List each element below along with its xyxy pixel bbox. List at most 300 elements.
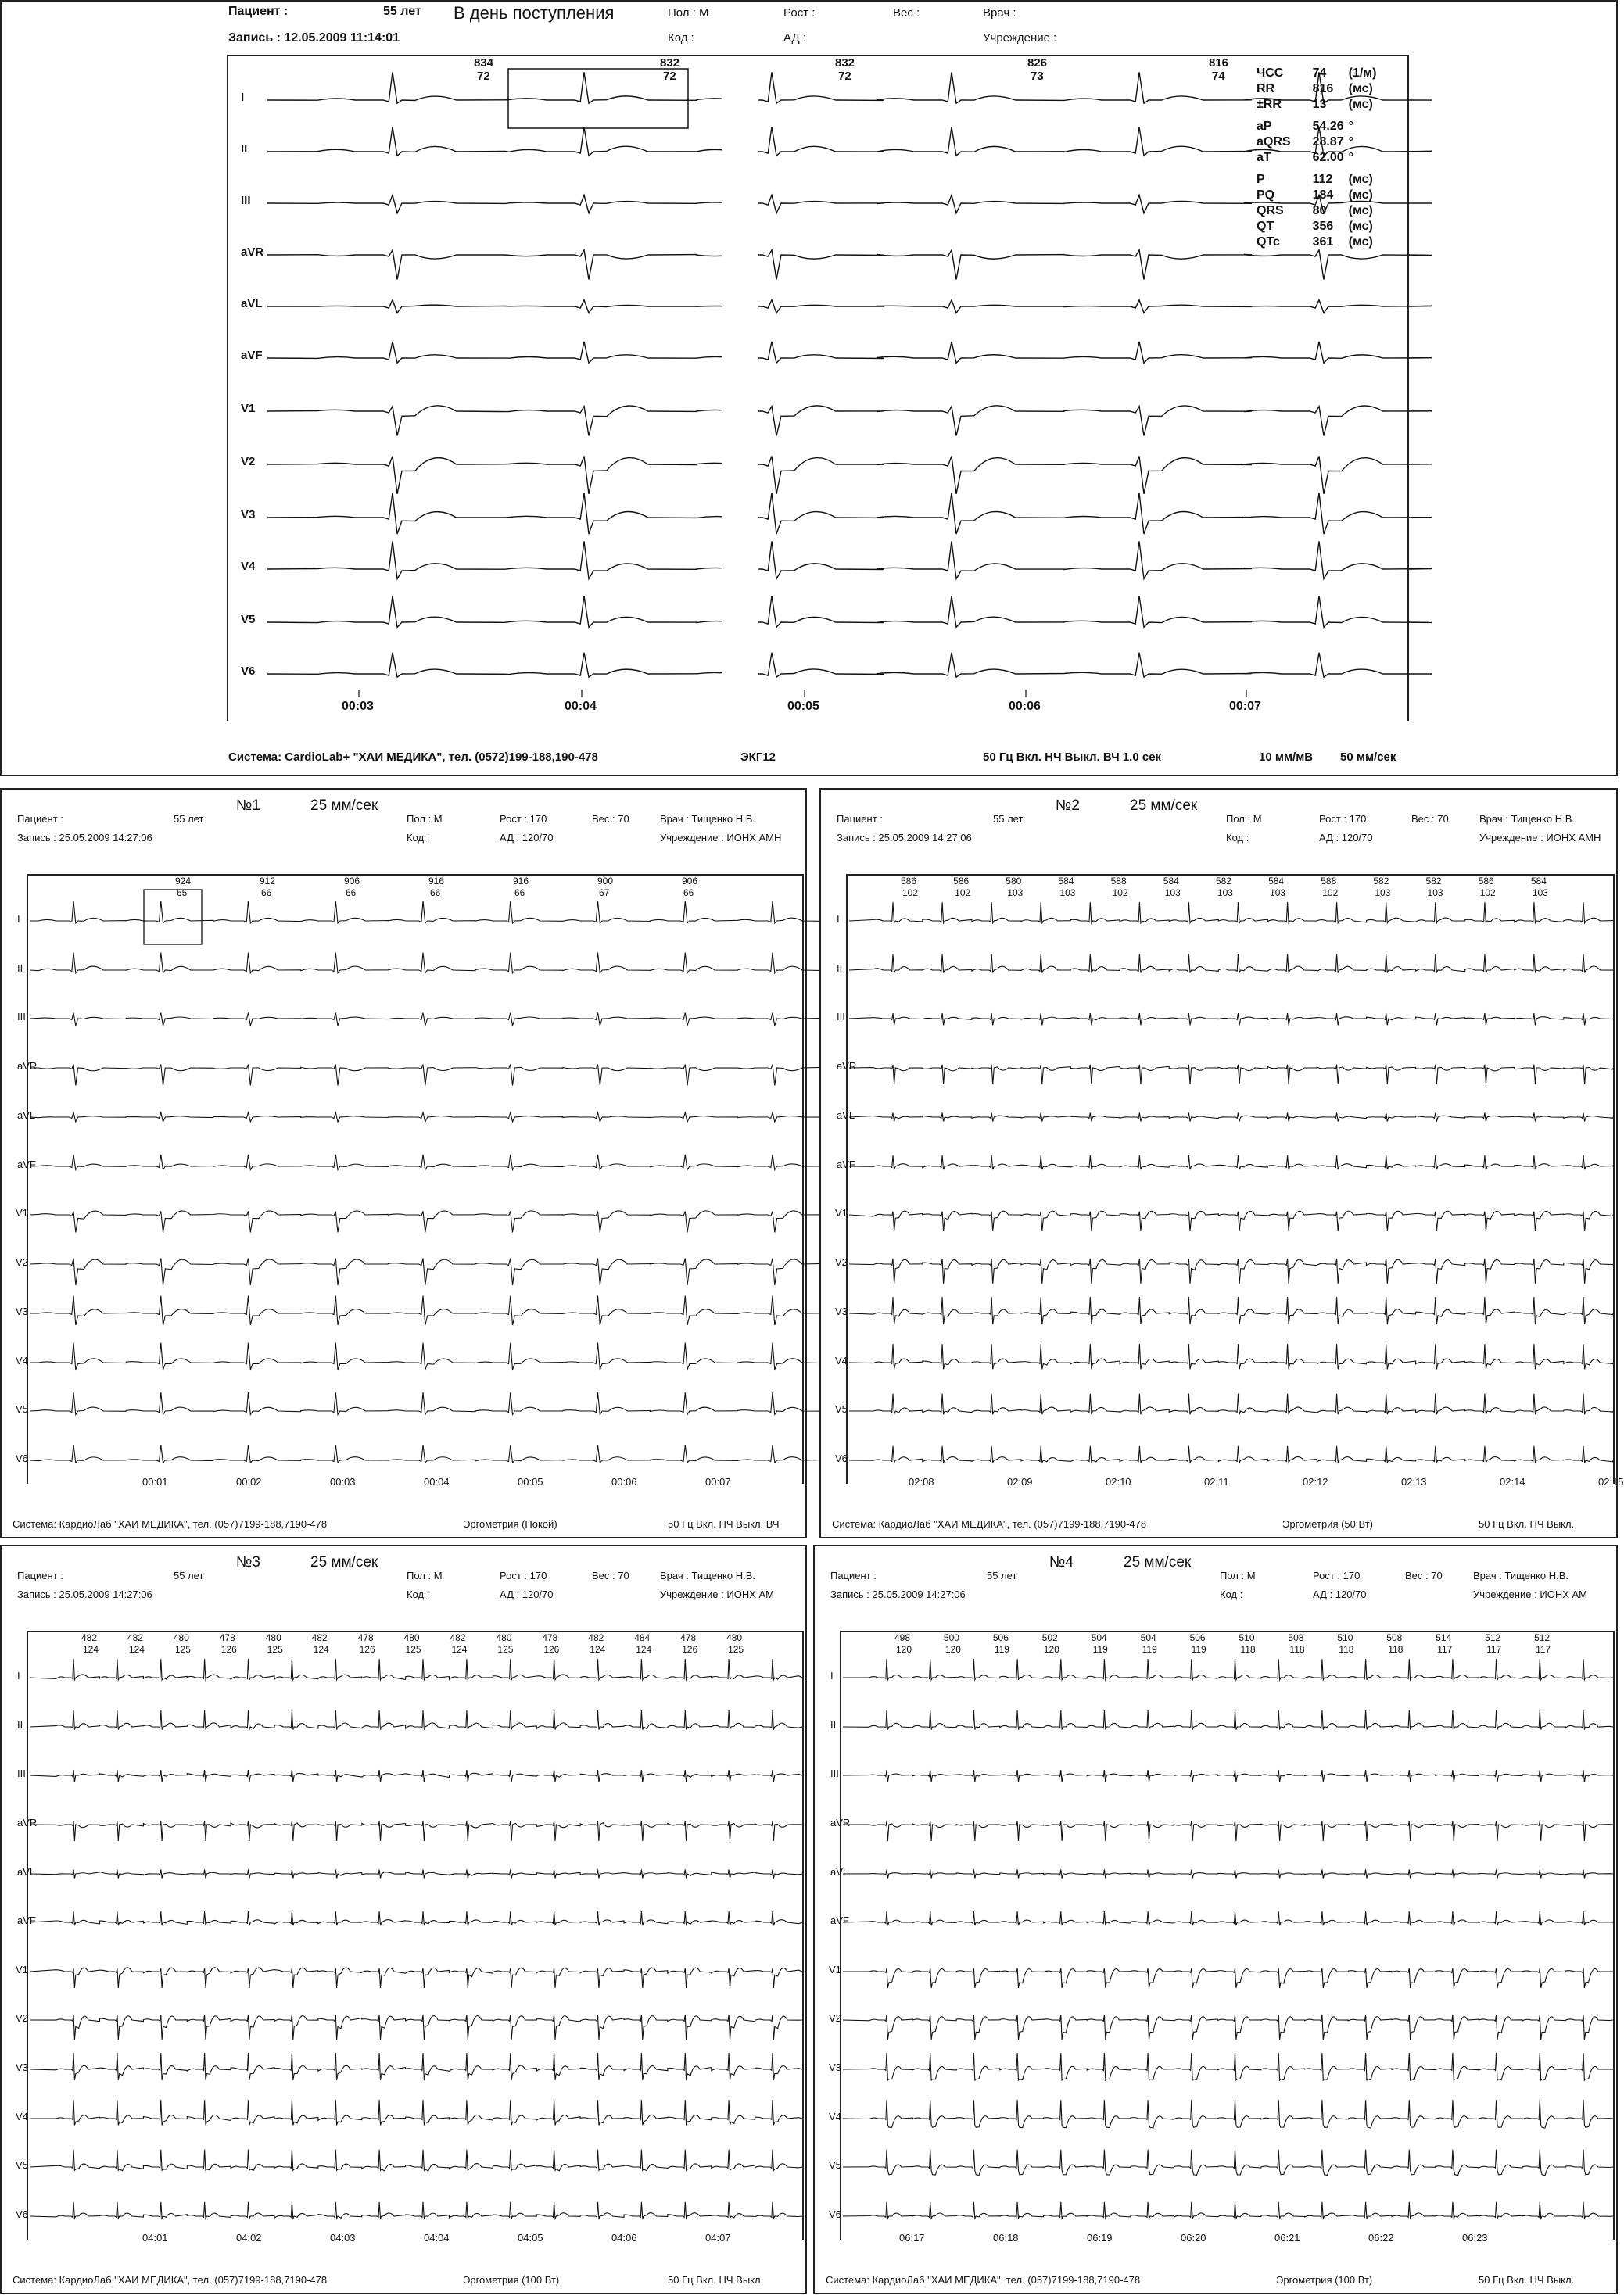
- lead-label-aVL: aVL: [17, 1109, 36, 1121]
- measurement-value: 112: [1312, 173, 1333, 186]
- footer-gain: 10 мм/мВ: [1259, 750, 1314, 764]
- heart-rate: 118: [1289, 1644, 1305, 1655]
- measurement-unit: (мс): [1348, 204, 1373, 217]
- measurement-value: 184: [1312, 188, 1334, 202]
- patient-code: Код :: [668, 31, 694, 45]
- ecg-trace-II: [30, 1710, 802, 1730]
- ecg-trace-V3: [30, 1296, 825, 1326]
- ecg-trace-aVL: [30, 1869, 802, 1878]
- heart-rate: 125: [728, 1644, 744, 1655]
- measurement-unit: (мс): [1348, 82, 1373, 95]
- rr-interval: 916: [513, 876, 529, 887]
- lead-label-III: III: [17, 1768, 26, 1779]
- footer-filters: 50 Гц Вкл. НЧ Выкл.: [1479, 1518, 1575, 1530]
- rr-interval: 504: [1091, 1632, 1107, 1643]
- rr-interval: 586: [953, 876, 970, 887]
- measurement-name: aP: [1257, 120, 1272, 133]
- ecg-trace-V3: [849, 1297, 1613, 1324]
- footer-speed: 50 мм/сек: [1340, 750, 1396, 764]
- rr-interval: 584: [1163, 876, 1179, 887]
- sheet-caption: В день поступления: [454, 3, 615, 23]
- time-mark: 06:21: [1274, 2232, 1300, 2244]
- measurement-row: [1257, 188, 1381, 203]
- patient-height: Рост : 170: [1319, 813, 1367, 825]
- doctor: Врач : Тищенко Н.В.: [660, 813, 756, 825]
- patient-code: Код :: [1226, 832, 1249, 844]
- measurement-unit: (мс): [1348, 188, 1373, 202]
- institution: Учреждение : ИОНХ АМ: [660, 1589, 774, 1600]
- patient-code: Код :: [407, 832, 430, 844]
- ecg-trace-V5: [30, 2150, 802, 2172]
- rr-interval: 816: [1209, 56, 1229, 70]
- rr-interval: 478: [219, 1632, 235, 1643]
- measurement-row: [1257, 219, 1381, 235]
- measurement-name: aQRS: [1257, 135, 1291, 149]
- patient-height: Рост : 170: [500, 1570, 547, 1581]
- time-mark: 06:19: [1087, 2232, 1113, 2244]
- rr-interval: 480: [726, 1632, 743, 1643]
- ecg-trace-aVF: [30, 1155, 825, 1170]
- time-mark: 00:05: [787, 700, 819, 713]
- rr-interval: 506: [992, 1632, 1009, 1643]
- lead-label-V1: V1: [835, 1207, 848, 1219]
- institution: Учреждение : ИОНХ АМН: [1479, 832, 1601, 844]
- footer-system: Система: КардиоЛаб "ХАИ МЕДИКА", тел. (057)7199-188,7190-478: [832, 1518, 1147, 1530]
- ecg-trace-I: [30, 1659, 802, 1680]
- heart-rate: 65: [177, 887, 188, 898]
- measurement-value: 28.87: [1312, 135, 1344, 149]
- footer-filters: 50 Гц Вкл. НЧ Выкл.: [668, 2274, 764, 2286]
- ecg-trace-V2: [843, 2015, 1613, 2040]
- lead-label-V6: V6: [241, 664, 256, 678]
- lead-label-V2: V2: [16, 1256, 28, 1268]
- rr-interval: 482: [311, 1632, 328, 1643]
- time-mark: 00:01: [142, 1476, 168, 1488]
- measurement-name: QRS: [1257, 204, 1284, 217]
- ecg-trace-aVR: [843, 1821, 1613, 1841]
- patient-code: Код :: [1220, 1589, 1243, 1600]
- ecg-trace-III: [849, 1013, 1613, 1025]
- time-mark: 02:12: [1303, 1476, 1328, 1488]
- heart-rate: 102: [955, 887, 971, 898]
- measurement-unit: °: [1348, 120, 1354, 133]
- heart-rate: 117: [1536, 1644, 1551, 1655]
- ecg-trace-I: [843, 1659, 1613, 1680]
- ecg-trace-V6: [267, 653, 1432, 678]
- measurement-name: aT: [1257, 151, 1271, 164]
- heart-rate: 125: [405, 1644, 421, 1655]
- time-mark: 04:04: [424, 2232, 450, 2244]
- time-mark: 06:23: [1462, 2232, 1488, 2244]
- lead-label-aVR: aVR: [830, 1817, 851, 1829]
- lead-label-V1: V1: [829, 1964, 841, 1975]
- patient-age: 55 лет: [987, 1570, 1017, 1581]
- heart-rate: 103: [1217, 887, 1233, 898]
- ecg-trace-V4: [849, 1344, 1613, 1369]
- trace-gap: [722, 69, 758, 705]
- patient-label: Пациент :: [228, 5, 289, 18]
- time-mark: 02:15: [1598, 1476, 1624, 1488]
- lead-label-V2: V2: [829, 2012, 841, 2024]
- heart-rate: 120: [1043, 1644, 1059, 1655]
- lead-label-III: III: [837, 1011, 845, 1023]
- ecg-trace-V2: [30, 1259, 825, 1286]
- lead-label-I: I: [17, 1670, 20, 1682]
- heart-rate: 103: [1375, 887, 1391, 898]
- lead-label-V5: V5: [829, 2159, 841, 2171]
- ecg-trace-V4: [30, 1343, 825, 1370]
- ecg-trace-aVR: [849, 1065, 1613, 1084]
- institution: Учреждение : ИОНХ АМН: [660, 832, 782, 844]
- rr-interval: 588: [1321, 876, 1337, 887]
- rr-interval: 478: [542, 1632, 558, 1643]
- time-mark: 00:03: [330, 1476, 356, 1488]
- measurement-row: [1257, 66, 1381, 81]
- rr-interval: 480: [173, 1632, 189, 1643]
- rr-interval: 482: [588, 1632, 604, 1643]
- footer-mode: ЭКГ12: [740, 750, 776, 764]
- rr-interval: 586: [901, 876, 917, 887]
- ecg-trace-aVR: [30, 1821, 802, 1841]
- ecg-trace-V5: [849, 1394, 1613, 1415]
- heart-rate: 118: [1388, 1644, 1404, 1655]
- ecg-trace-V4: [267, 541, 1432, 578]
- heart-rate: 103: [1164, 887, 1181, 898]
- measurement-row: [1257, 81, 1381, 97]
- measurement-row: [1257, 172, 1381, 188]
- ecg-trace-aVL: [849, 1112, 1613, 1121]
- ecg-trace-aVR: [30, 1065, 825, 1086]
- lead-label-V3: V3: [241, 508, 256, 521]
- lead-label-aVF: aVF: [241, 349, 263, 362]
- lead-label-V2: V2: [835, 1256, 848, 1268]
- doctor: Врач : Тищенко Н.В.: [660, 1570, 756, 1581]
- time-mark: 06:18: [993, 2232, 1019, 2244]
- measurements-table: [1257, 66, 1381, 250]
- patient-label: Пациент :: [830, 1570, 877, 1581]
- rr-interval: 482: [127, 1632, 143, 1643]
- heart-rate: 72: [663, 70, 676, 83]
- lead-label-V3: V3: [835, 1306, 848, 1317]
- rr-interval: 484: [634, 1632, 651, 1643]
- patient-sex: Пол : М: [1226, 813, 1262, 825]
- rr-interval: 832: [660, 56, 680, 70]
- ecg-trace-V1: [843, 1968, 1613, 1988]
- patient-label: Пациент :: [17, 1570, 63, 1581]
- lead-label-aVR: aVR: [837, 1060, 857, 1072]
- sheet-speed: 25 мм/сек: [1124, 1554, 1192, 1571]
- heart-rate: 67: [599, 887, 610, 898]
- ecg-trace-V2: [30, 2015, 802, 2040]
- record-datetime: Запись : 25.05.2009 14:27:06: [17, 1589, 152, 1600]
- lead-label-V4: V4: [241, 560, 256, 573]
- sheet-number: №3: [236, 1554, 260, 1571]
- measurement-row: [1257, 134, 1381, 150]
- rr-interval: 508: [1288, 1632, 1304, 1643]
- institution: Учреждение : ИОНХ АМ: [1473, 1589, 1587, 1600]
- ecg-trace-V5: [30, 1392, 825, 1415]
- heart-rate: 66: [346, 887, 357, 898]
- ecg-trace-II: [843, 1710, 1613, 1730]
- time-mark: 04:01: [142, 2232, 168, 2244]
- lead-label-V3: V3: [16, 2061, 28, 2073]
- patient-weight: Вес : 70: [592, 1570, 629, 1581]
- doctor: Врач :: [983, 6, 1016, 20]
- ecg-sheet-3: [0, 1545, 807, 2294]
- lead-label-V2: V2: [16, 2012, 28, 2024]
- ecg-trace-III: [30, 1013, 825, 1026]
- blood-pressure: АД : 120/70: [1313, 1589, 1367, 1600]
- blood-pressure: АД :: [783, 31, 806, 45]
- lead-label-V1: V1: [16, 1207, 28, 1219]
- measurement-unit: °: [1348, 151, 1354, 164]
- patient-weight: Вес : 70: [1405, 1570, 1443, 1581]
- record-datetime: Запись : 25.05.2009 14:27:06: [830, 1589, 966, 1600]
- footer-system: Система: КардиоЛаб "ХАИ МЕДИКА", тел. (057)7199-188,7190-478: [13, 1518, 328, 1530]
- sheet-number: №2: [1056, 797, 1080, 814]
- ecg-trace-V1: [849, 1211, 1613, 1231]
- lead-label-V5: V5: [241, 613, 256, 626]
- heart-rate: 102: [1322, 887, 1339, 898]
- ecg-trace-V4: [30, 2100, 802, 2125]
- ecg-trace-V1: [267, 406, 1432, 436]
- heart-rate: 118: [1240, 1644, 1256, 1655]
- heart-rate: 103: [1270, 887, 1286, 898]
- rr-interval: 500: [943, 1632, 959, 1643]
- rr-interval: 514: [1436, 1632, 1452, 1643]
- rr-interval: 582: [1425, 876, 1442, 887]
- rr-interval: 584: [1268, 876, 1285, 887]
- lead-label-aVF: aVF: [17, 1159, 36, 1170]
- ecg-trace-aVF: [843, 1911, 1613, 1925]
- institution: Учреждение :: [983, 31, 1057, 45]
- time-mark: 02:14: [1500, 1476, 1525, 1488]
- time-mark: 00:07: [705, 1476, 731, 1488]
- blood-pressure: АД : 120/70: [500, 1589, 554, 1600]
- patient-weight: Вес : 70: [592, 813, 629, 825]
- footer-mode: Эргометрия (100 Вт): [1276, 2274, 1373, 2286]
- heart-rate: 120: [945, 1644, 961, 1655]
- ecg-trace-V2: [849, 1259, 1613, 1284]
- measurement-name: ±RR: [1257, 98, 1282, 111]
- ecg-trace-aVL: [267, 300, 1432, 313]
- footer-mode: Эргометрия (100 Вт): [463, 2274, 560, 2286]
- lead-label-II: II: [17, 1719, 23, 1731]
- measurement-value: 356: [1312, 220, 1334, 233]
- time-mark: 00:06: [611, 1476, 637, 1488]
- measurement-value: 62.00: [1312, 151, 1344, 164]
- rr-interval: 504: [1140, 1632, 1156, 1643]
- patient-age: 55 лет: [993, 813, 1024, 825]
- measurement-unit: (мс): [1348, 98, 1373, 111]
- lead-label-III: III: [830, 1768, 839, 1779]
- patient-weight: Вес :: [893, 6, 920, 20]
- rr-interval: 900: [597, 876, 614, 887]
- lead-label-V5: V5: [16, 1403, 28, 1415]
- time-mark: 00:04: [565, 700, 597, 713]
- rr-interval: 584: [1530, 876, 1547, 887]
- ecg-tracings: [2, 790, 808, 1540]
- rr-interval: 482: [81, 1632, 98, 1643]
- ecg-trace-V5: [267, 596, 1432, 627]
- lead-label-I: I: [830, 1670, 834, 1682]
- measurement-row: [1257, 97, 1381, 119]
- heart-rate: 125: [267, 1644, 283, 1655]
- ecg-trace-V5: [843, 2150, 1613, 2176]
- heart-rate: 124: [451, 1644, 468, 1655]
- time-mark: 04:07: [705, 2232, 731, 2244]
- lead-label-III: III: [241, 194, 251, 207]
- heart-rate: 126: [543, 1644, 560, 1655]
- rr-interval: 508: [1386, 1632, 1403, 1643]
- heart-rate: 103: [1532, 887, 1548, 898]
- ecg-trace-II: [30, 953, 825, 973]
- sheet-number: №1: [236, 797, 260, 814]
- rr-interval: 480: [403, 1632, 420, 1643]
- patient-age: 55 лет: [174, 1570, 204, 1581]
- measurement-name: RR: [1257, 82, 1275, 95]
- time-mark: 02:13: [1401, 1476, 1427, 1488]
- rr-interval: 480: [265, 1632, 281, 1643]
- footer-system: Система: CardioLab+ "ХАИ МЕДИКА", тел. (0572)199-188,190-478: [228, 750, 598, 764]
- lead-label-III: III: [17, 1011, 26, 1023]
- rr-interval: 906: [682, 876, 698, 887]
- ecg-tracings: [815, 1546, 1619, 2296]
- lead-label-aVF: aVF: [830, 1915, 849, 1926]
- heart-rate: 119: [1092, 1644, 1108, 1655]
- ecg-trace-V3: [267, 493, 1432, 535]
- time-mark: 00:02: [236, 1476, 262, 1488]
- lead-label-aVL: aVL: [17, 1866, 36, 1878]
- lead-label-V2: V2: [241, 455, 256, 468]
- heart-rate: 66: [430, 887, 441, 898]
- footer-filters: 50 Гц Вкл. НЧ Выкл. ВЧ 1.0 сек: [983, 750, 1162, 764]
- measurement-unit: (мс): [1348, 173, 1373, 186]
- footer-system: Система: КардиоЛаб "ХАИ МЕДИКА", тел. (057)7199-188,7190-478: [13, 2274, 328, 2286]
- time-mark: 04:06: [611, 2232, 637, 2244]
- blood-pressure: АД : 120/70: [1319, 832, 1373, 844]
- ecg-trace-III: [30, 1770, 802, 1782]
- record-datetime: Запись : 25.05.2009 14:27:06: [837, 832, 972, 844]
- patient-height: Рост : 170: [1313, 1570, 1361, 1581]
- patient-sex: Пол : М: [407, 1570, 443, 1581]
- sheet-speed: 25 мм/сек: [310, 797, 378, 814]
- heart-rate: 118: [1339, 1644, 1354, 1655]
- patient-sex: Пол : М: [1220, 1570, 1256, 1581]
- measurement-row: [1257, 119, 1381, 134]
- record-datetime: Запись : 12.05.2009 11:14:01: [228, 31, 400, 45]
- rr-interval: 506: [1189, 1632, 1206, 1643]
- patient-height: Рост : 170: [500, 813, 547, 825]
- heart-rate: 66: [261, 887, 272, 898]
- rr-interval: 916: [428, 876, 445, 887]
- lead-label-V6: V6: [16, 1452, 28, 1464]
- ecg-trace-aVF: [267, 342, 1432, 363]
- lead-label-aVL: aVL: [241, 297, 263, 310]
- heart-rate: 124: [83, 1644, 99, 1655]
- lead-label-V4: V4: [829, 2111, 841, 2122]
- rr-interval: 480: [496, 1632, 512, 1643]
- footer-mode: Эргометрия (50 Вт): [1282, 1518, 1374, 1530]
- selection-box: [144, 890, 202, 944]
- rr-interval: 586: [1478, 876, 1494, 887]
- lead-label-V6: V6: [829, 2208, 841, 2220]
- lead-label-V6: V6: [835, 1452, 848, 1464]
- patient-sex: Пол : М: [407, 813, 443, 825]
- measurement-name: QT: [1257, 220, 1274, 233]
- lead-label-II: II: [837, 962, 843, 974]
- ecg-trace-aVL: [30, 1112, 825, 1122]
- heart-rate: 66: [683, 887, 694, 898]
- heart-rate: 117: [1486, 1644, 1502, 1655]
- time-mark: 04:03: [330, 2232, 356, 2244]
- rr-interval: 906: [344, 876, 360, 887]
- patient-weight: Вес : 70: [1411, 813, 1449, 825]
- lead-label-V1: V1: [16, 1964, 28, 1975]
- heart-rate: 72: [838, 70, 851, 83]
- rr-interval: 510: [1337, 1632, 1353, 1643]
- ecg-sheet-1: [0, 788, 807, 1538]
- rr-interval: 582: [1215, 876, 1231, 887]
- ecg-trace-III: [843, 1770, 1613, 1782]
- rr-interval: 834: [474, 56, 494, 70]
- measurement-unit: °: [1348, 135, 1354, 149]
- doctor: Врач : Тищенко Н.В.: [1473, 1570, 1569, 1581]
- measurement-value: 361: [1312, 235, 1334, 249]
- ecg-trace-V6: [30, 2202, 802, 2219]
- lead-label-V1: V1: [241, 402, 256, 415]
- heart-rate: 102: [902, 887, 919, 898]
- ecg-tracings: [2, 1546, 808, 2296]
- measurement-row: [1257, 150, 1381, 172]
- heart-rate: 102: [1112, 887, 1128, 898]
- ecg-trace-aVF: [30, 1911, 802, 1925]
- time-mark: 02:11: [1204, 1476, 1229, 1488]
- ecg-trace-V4: [843, 2100, 1613, 2128]
- rr-interval: 582: [1373, 876, 1389, 887]
- lead-label-II: II: [17, 962, 23, 974]
- lead-label-V4: V4: [835, 1355, 848, 1366]
- time-mark: 00:05: [518, 1476, 543, 1488]
- sheet-number: №4: [1049, 1554, 1074, 1571]
- ecg-sheet-4: [813, 1545, 1618, 2294]
- lead-label-V6: V6: [16, 2208, 28, 2220]
- heart-rate: 73: [1031, 70, 1044, 83]
- lead-label-V4: V4: [16, 2111, 28, 2122]
- measurement-name: QTc: [1257, 235, 1280, 249]
- ecg-trace-I: [30, 901, 825, 924]
- rr-interval: 478: [357, 1632, 374, 1643]
- heart-rate: 124: [636, 1644, 652, 1655]
- measurement-unit: (1/м): [1348, 66, 1377, 80]
- heart-rate: 126: [682, 1644, 698, 1655]
- time-mark: 02:09: [1007, 1476, 1033, 1488]
- ecg-trace-V6: [849, 1446, 1613, 1463]
- lead-label-II: II: [241, 142, 248, 156]
- sheet-speed: 25 мм/сек: [1130, 797, 1198, 814]
- lead-label-aVL: aVL: [830, 1866, 849, 1878]
- ecg-trace-V2: [267, 457, 1432, 494]
- heart-rate: 72: [477, 70, 490, 83]
- lead-label-I: I: [17, 913, 20, 925]
- heart-rate: 124: [590, 1644, 606, 1655]
- time-mark: 00:07: [1229, 700, 1261, 713]
- ecg-trace-aVL: [843, 1869, 1613, 1878]
- heart-rate: 119: [994, 1644, 1009, 1655]
- heart-rate: 120: [896, 1644, 912, 1655]
- patient-label: Пациент :: [837, 813, 883, 825]
- ecg-trace-aVR: [267, 250, 1432, 280]
